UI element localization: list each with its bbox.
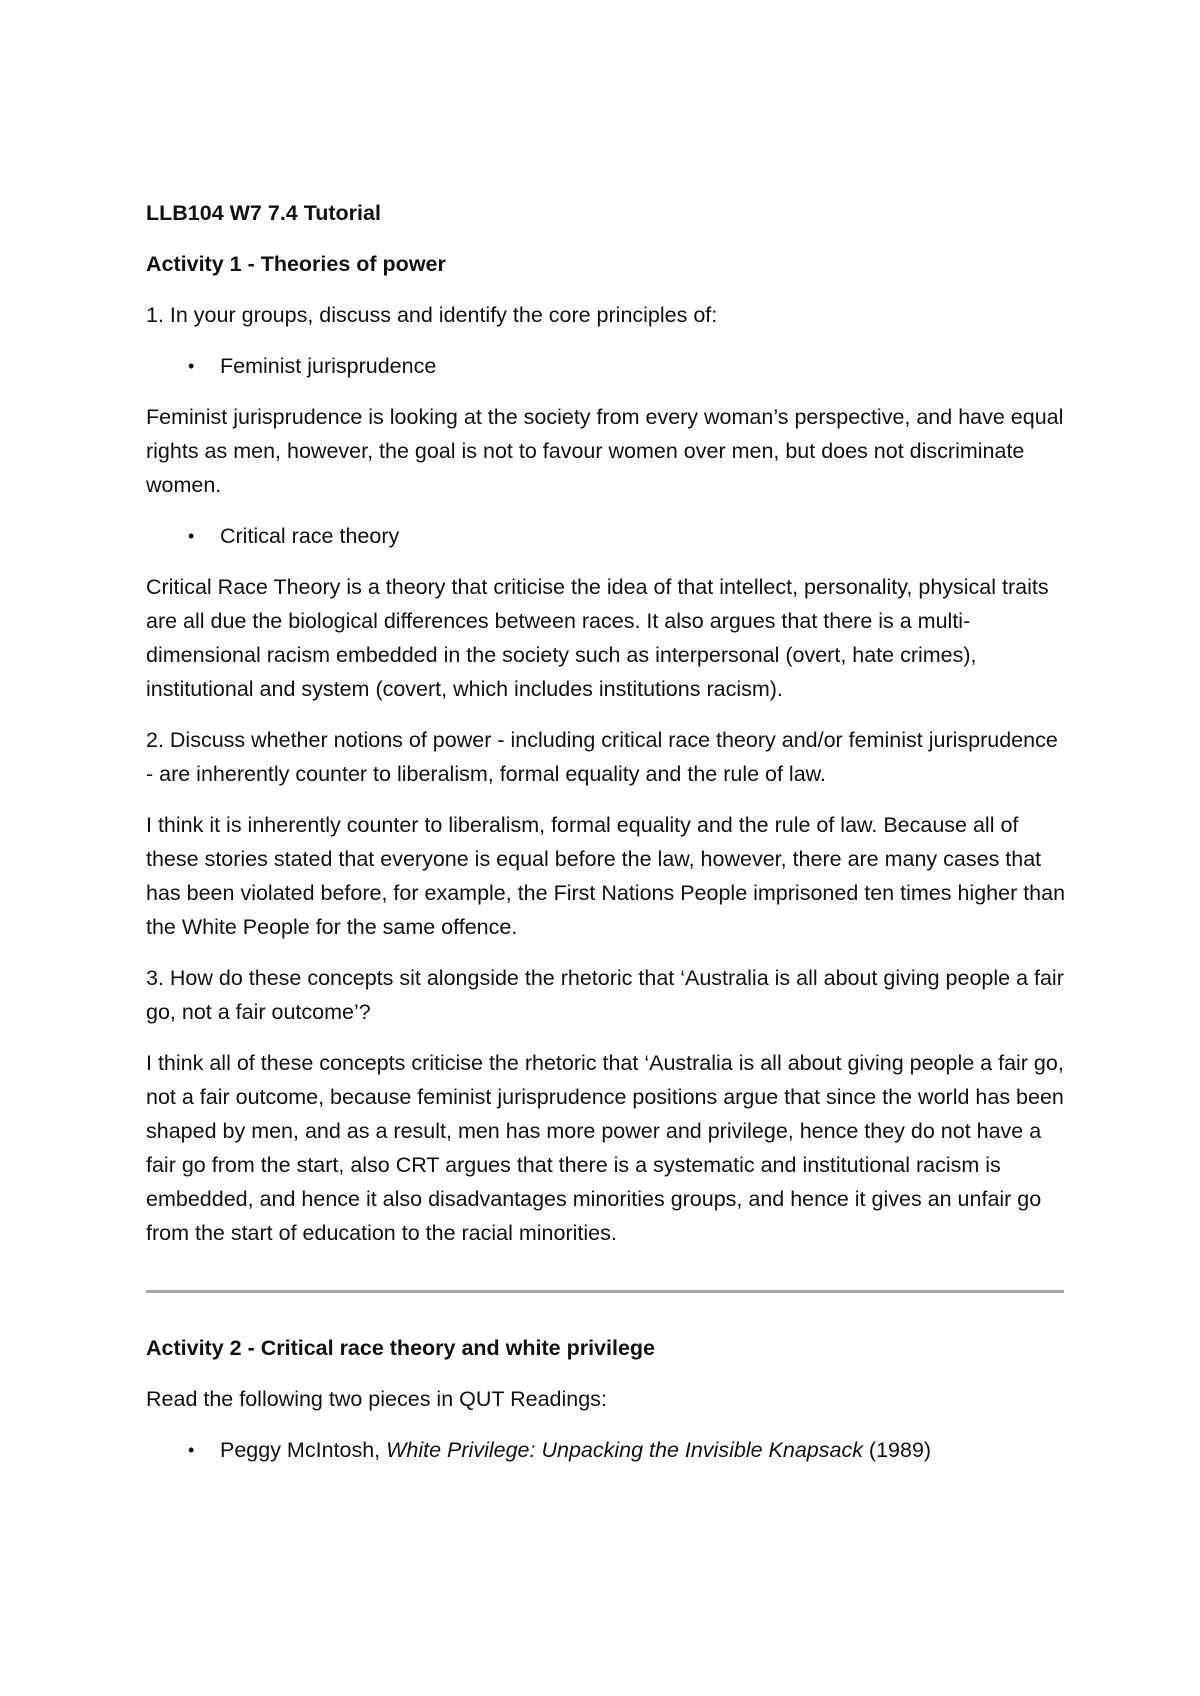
document-title: LLB104 W7 7.4 Tutorial [146,201,381,225]
bullet-icon: • [188,526,195,546]
activity-2-heading: Activity 2 - Critical race theory and white privilege [146,1336,655,1360]
list-item-feminist [146,349,1066,383]
document-page [146,196,1066,1484]
bullet-icon: • [188,356,195,376]
answer-feminist: Feminist jurisprudence is looking at the society from every woman’s perspective, and have equal rights as men, however, the goal is not to favour women over men, but does not discriminate women. [146,405,1064,497]
list-item-crt [146,519,1066,553]
activity-2-intro: Read the following two pieces in QUT Readings: [146,1387,607,1411]
reading-title: White Privilege: Unpacking the Invisible Knapsack [386,1438,863,1462]
question-3: 3. How do these concepts sit alongside the rhetoric that ‘Australia is all about giving people a fair go, not a fair outcome’? [146,966,1064,1024]
answer-question-2: I think it is inherently counter to liberalism, formal equality and the rule of law. Because all of these stories stated that everyone is equal before the law, however, there are many cases that has been violated before, for example, the First Nations People imprisoned ten times higher than the White People for the same offence. [146,813,1066,939]
bullet-icon: • [188,1440,195,1460]
reading-list [146,1433,1066,1467]
bullet-list-crt [146,519,1066,553]
bullet-text-feminist: Feminist jurisprudence [220,354,437,378]
answer-crt: Critical Race Theory is a theory that criticise the idea of that intellect, personality, physical traits are all due the biological differences between races. It also argues that there is a multi-dimensional racism embedded in the society such as interpersonal (overt, hate crimes), institutional and system (covert, which includes institutions racism). [146,575,1049,701]
bullet-text-crt: Critical race theory [220,524,400,548]
activity-1-heading: Activity 1 - Theories of power [146,252,446,276]
question-2: 2. Discuss whether notions of power - including critical race theory and/or feminist jurisprudence - are inherently counter to liberalism, formal equality and the rule of law. [146,728,1058,786]
reading-year: (1989) [862,1438,932,1462]
reading-author: Peggy McIntosh, [220,1438,387,1462]
reading-item-1 [146,1433,1066,1467]
bullet-list-feminist [146,349,1066,383]
question-1: 1. In your groups, discuss and identify the core principles of: [146,303,718,327]
section-divider [146,1290,1064,1293]
answer-question-3: I think all of these concepts criticise the rhetoric that ‘Australia is all about giving people a fair go, not a fair outcome, because feminist jurisprudence positions argue that since the world has been shaped by men, and as a result, men has more power and privilege, hence they do not have a fair go from the start, also CRT argues that there is a systematic and institutional racism is embedded, and hence it also disadvantages minorities groups, and hence it gives an unfair go from the start of education to the racial minorities. [146,1051,1064,1245]
